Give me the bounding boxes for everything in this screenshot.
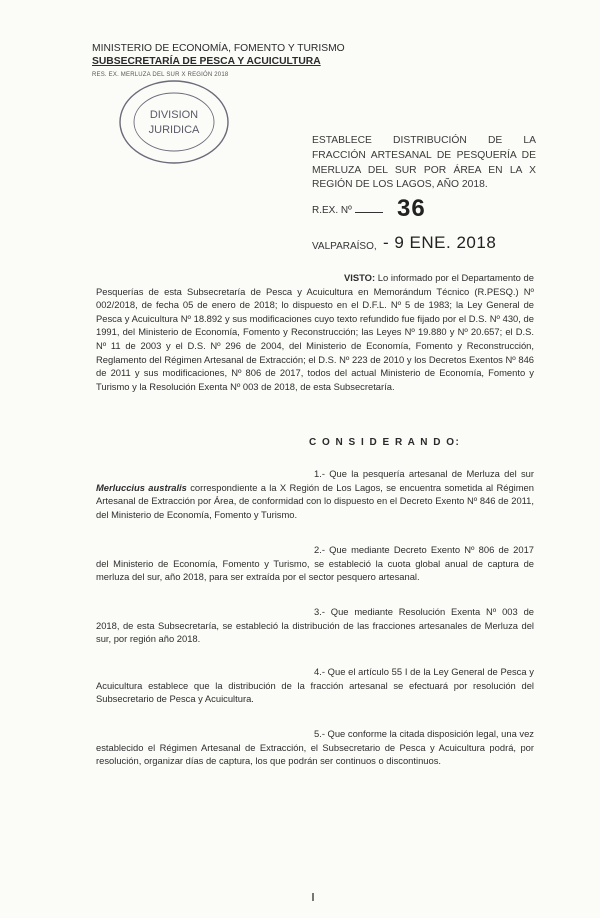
considerando-heading: C O N S I D E R A N D O:	[309, 437, 461, 448]
p1-text-a: 1.- Que la pesquería artesanal de Merluza del sur	[314, 468, 534, 479]
species-name: Merluccius australis	[96, 481, 187, 493]
subsecretaria-name: SUBSECRETARÍA DE PESCA Y ACUICULTURA	[92, 56, 321, 67]
visto-label: VISTO:	[344, 272, 376, 283]
division-juridica-stamp	[116, 78, 232, 166]
visto-text: Lo informado por el Departamento de Pesquerías de esta Subsecretaría de Pesca y Acuicultura en Memorándum Técnico (R.PESQ.) Nº 002/2018, de fecha 05 de enero de 2018; lo dispuesto en el D.F.L. Nº 5 de 1983; la Ley General de Pesca y Acuicultura Nº 18.892 y sus modificaciones cuyo texto refundido fue fijado por el D.S. Nº 430, de 1991, del Ministerio de Economía, Fomento y Reconstrucción; las Leyes Nº 19.880 y Nº 20.657; el D.S. Nº 11 de 2003 y el D.S. Nº 296 de 2004, del Ministerio de Economía, Fomento y Reconstrucción, Reglamento del Régimen Artesanal de Extracción; el D.S. Nº 223 de 2010 y los Decretos Exentos Nº 846 de 2011 y sus modificaciones, Nº 806 de 2017, todos del actual Ministerio de Economía, Fomento y Turismo y la Resolución Exenta Nº 003 de 2018, de esta Subsecretaría.	[96, 272, 534, 392]
resolution-number-label	[312, 205, 383, 216]
stamp-line-1: DIVISION	[149, 109, 199, 121]
resolution-title: ESTABLECE DISTRIBUCIÓN DE LA FRACCIÓN ARTESANAL DE PESQUERÍA DE MERLUZA DEL SUR POR ÁREA EN LA X REGIÓN DE LOS LAGOS, AÑO 2018.	[312, 135, 536, 191]
rex-underline	[355, 212, 383, 213]
page-footer-mark	[312, 893, 314, 901]
resolution-number: 36	[397, 195, 426, 222]
place-label: VALPARAÍSO,	[312, 241, 377, 252]
ministry-name: MINISTERIO DE ECONOMÍA, FOMENTO Y TURISMO	[92, 43, 345, 54]
letterhead	[92, 42, 345, 82]
rex-label: R.EX. Nº	[312, 205, 352, 216]
date-stamp: - 9 ENE. 2018	[383, 233, 497, 252]
visto-paragraph	[96, 271, 534, 393]
considerando-2: 2.- Que mediante Decreto Exento Nº 806 de 2017 del Ministerio de Economía, Fomento y Turismo, se estableció la cuota global anual de captura de merluza del sur, año 2018, para ser extraída por el sector pesquero artesanal.	[96, 544, 534, 583]
p1-text-b: correspondiente a la X Región de Los Lagos, se encuentra sometida al Régimen Artesanal de Extracción por Área, de conformidad con lo dispuesto en el Decreto Exento Nº 846 de 2011, del Ministerio de Economía, Fomento y Turismo.	[96, 481, 534, 520]
considerando-4: 4.- Que el artículo 55 I de la Ley General de Pesca y Acuicultura establece que la distribución de la fracción artesanal se efectuará por resolución del Subsecretario de Pesca y Acuicultura.	[96, 666, 534, 705]
considerando-1	[96, 467, 534, 521]
considerando-5: 5.- Que conforme la citada disposición legal, una vez establecido el Régimen Artesanal de Extracción, el Subsecretario de Pesca y Acuicultura podrá, por resolución, organizar días de captura, los que podrán ser continuos o discontinuos.	[96, 728, 534, 767]
stamp-line-2: JURIDICA	[148, 124, 200, 136]
considerando-3: 3.- Que mediante Resolución Exenta Nº 003 de 2018, de esta Subsecretaría, se estableció la distribución de las fracciones artesanales de Merluza del sur, por región año 2018.	[96, 606, 534, 645]
document-reference: RES. EX. MERLUZA DEL SUR X REGIÓN 2018	[92, 72, 229, 78]
